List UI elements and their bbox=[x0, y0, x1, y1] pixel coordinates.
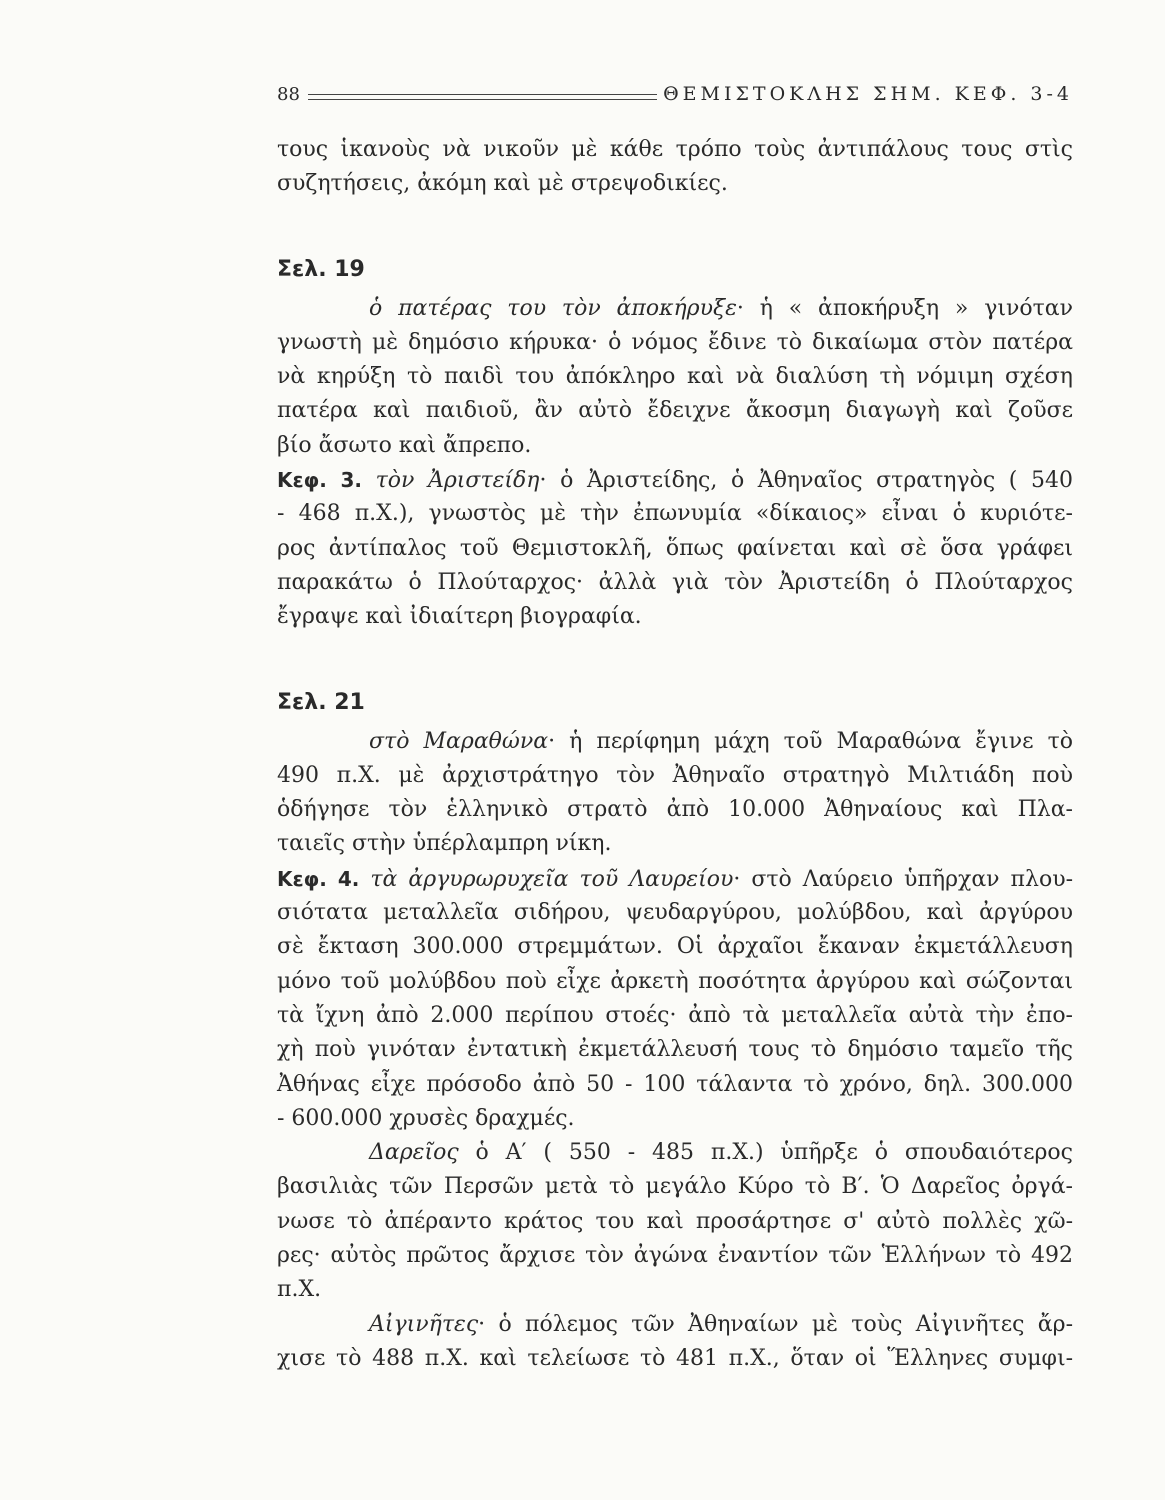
text-line: 490 π.Χ. μὲ ἀρχιστράτηγο τὸν Ἀθηναῖο στρατηγὸ Μιλτιάδη ποὺ bbox=[277, 762, 1073, 788]
text-line: π.Χ. bbox=[277, 1277, 322, 1303]
text-line: στὸ Μαραθώνα· ἡ περίφημη μάχη τοῦ Μαραθώνα ἔγινε τὸ bbox=[369, 728, 1074, 754]
text-line: ρος ἀντίπαλος τοῦ Θεμιστοκλῆ, ὅπως φαίνεται καὶ σὲ ὅσα γράφει bbox=[277, 535, 1073, 561]
text-line: μόνο τοῦ μολύβδου ποὺ εἶχε ἀρκετὴ ποσότητα ἀργύρου καὶ σώζονται bbox=[277, 968, 1073, 994]
text-line: συζητήσεις, ἀκόμη καὶ μὲ στρεψοδικίες. bbox=[277, 171, 728, 197]
section-heading: Σελ. 21 bbox=[277, 689, 365, 715]
text-line: χισε τὸ 488 π.Χ. καὶ τελείωσε τὸ 481 π.Χ., ὅταν οἱ Ἕλληνες συμφι- bbox=[277, 1345, 1073, 1371]
text-line: - 468 π.Χ.), γνωστὸς μὲ τὴν ἐπωνυμία «δίκαιος» εἶναι ὁ κυριότε- bbox=[277, 501, 1073, 527]
text-line: τους ἱκανοὺς νὰ νικοῦν μὲ κάθε τρόπο τοὺς ἀντιπάλους τους στὶς bbox=[277, 137, 1073, 162]
lemma: ὁ πατέρας του τὸν ἀποκήρυξε bbox=[369, 295, 737, 321]
text-line: νὰ κηρύξη τὸ παιδὶ του ἀπόκληρο καὶ νὰ διαλύση τὴ νόμιμη σχέση bbox=[277, 364, 1073, 390]
page-number: 88 bbox=[277, 83, 300, 105]
text-line: βασιλιὰς τῶν Περσῶν μετὰ τὸ μεγάλο Κύρο τὸ Β′. Ὁ Δαρεῖος ὀργά- bbox=[277, 1174, 1073, 1200]
text-line: νωσε τὸ ἀπέραντο κράτος του καὶ προσάρτησε σ' αὐτὸ πολλὲς χῶ- bbox=[277, 1208, 1073, 1234]
text-line: σὲ ἔκταση 300.000 στρεμμάτων. Οἱ ἀρχαῖοι ἔκαναν ἐκμετάλλευση bbox=[277, 934, 1073, 960]
text-line: - 600.000 χρυσὲς δραχμές. bbox=[277, 1105, 575, 1131]
text-line: χὴ ποὺ γινόταν ἐντατικὴ ἐκμετάλλευσή τους τὸ δημόσιο ταμεῖο τῆς bbox=[277, 1037, 1073, 1063]
section-heading: Σελ. 19 bbox=[277, 256, 365, 282]
text-line: βίο ἄσωτο καὶ ἄπρεπο. bbox=[277, 432, 532, 458]
lemma: Αἰγινῆτες bbox=[369, 1311, 479, 1337]
text-line: πατέρα καὶ παιδιοῦ, ἂν αὐτὸ ἔδειχνε ἄκοσμη διαγωγὴ καὶ ζοῦσε bbox=[277, 398, 1073, 424]
text-line: ἔγραψε καὶ ἰδιαίτερη βιογραφία. bbox=[277, 604, 642, 630]
text-line: ὁδήγησε τὸν ἑλληνικὸ στρατὸ ἀπὸ 10.000 Ἀθηναίους καὶ Πλα- bbox=[277, 797, 1073, 823]
chapter-label: Κεφ. 4. bbox=[277, 866, 360, 891]
text-line: τὰ ἴχνη ἀπὸ 2.000 περίπου στοές· ἀπὸ τὰ μεταλλεῖα αὐτὰ τὴν ἐπο- bbox=[277, 1002, 1073, 1028]
lemma: στὸ Μαραθώνα bbox=[369, 728, 549, 754]
text-line: σιότατα μεταλλεῖα σιδήρου, ψευδαργύρου, μολύβδου, καὶ ἀργύρου bbox=[277, 900, 1073, 926]
text-line: Κεφ. 4. τὰ ἀργυρωρυχεῖα τοῦ Λαυρείου· στὸ Λαύρειο ὑπῆρχαν πλου- bbox=[277, 866, 1073, 892]
lemma: τὸν Ἀριστείδη bbox=[375, 468, 540, 494]
text-line: ὁ πατέρας του τὸν ἀποκήρυξε· ἡ « ἀποκήρυξη » γινόταν bbox=[369, 295, 1073, 321]
lemma: τὰ ἀργυρωρυχεῖα τοῦ Λαυρείου bbox=[370, 866, 734, 892]
header-rule bbox=[308, 94, 657, 100]
running-header bbox=[277, 80, 1073, 108]
text-line: Δαρεῖος ὁ Α′ ( 550 - 485 π.Χ.) ὑπῆρξε ὁ σπουδαιότερος bbox=[369, 1140, 1073, 1166]
text-line: Ἀθήνας εἶχε πρόσοδο ἀπὸ 50 - 100 τάλαντα τὸ χρόνο, δηλ. 300.000 bbox=[277, 1071, 1073, 1097]
running-title: ΘΕΜΙΣΤΟΚΛΗΣ ΣΗΜ. ΚΕΦ. 3-4 bbox=[663, 83, 1073, 105]
text-line: Αἰγινῆτες· ὁ πόλεμος τῶν Ἀθηναίων μὲ τοὺς Αἰγινῆτες ἄρ- bbox=[369, 1311, 1073, 1337]
text-line: ρες· αὐτὸς πρῶτος ἄρχισε τὸν ἀγώνα ἐναντίον τῶν Ἑλλήνων τὸ 492 bbox=[277, 1243, 1073, 1269]
page-body bbox=[277, 133, 1073, 1376]
text-line: ταιεῖς στὴν ὑπέρλαμπρη νίκη. bbox=[277, 831, 612, 857]
lemma: Δαρεῖος bbox=[369, 1140, 459, 1166]
text-line: Κεφ. 3. τὸν Ἀριστείδη· ὁ Ἀριστείδης, ὁ Ἀθηναῖος στρατηγὸς ( 540 bbox=[277, 468, 1073, 494]
chapter-label: Κεφ. 3. bbox=[277, 468, 362, 493]
text-line: γνωστὴ μὲ δημόσιο κήρυκα· ὁ νόμος ἔδινε τὸ δικαίωμα στὸν πατέρα bbox=[277, 329, 1073, 355]
text-line: παρακάτω ὁ Πλούταρχος· ἀλλὰ γιὰ τὸν Ἀριστείδη ὁ Πλούταρχος bbox=[277, 569, 1073, 595]
